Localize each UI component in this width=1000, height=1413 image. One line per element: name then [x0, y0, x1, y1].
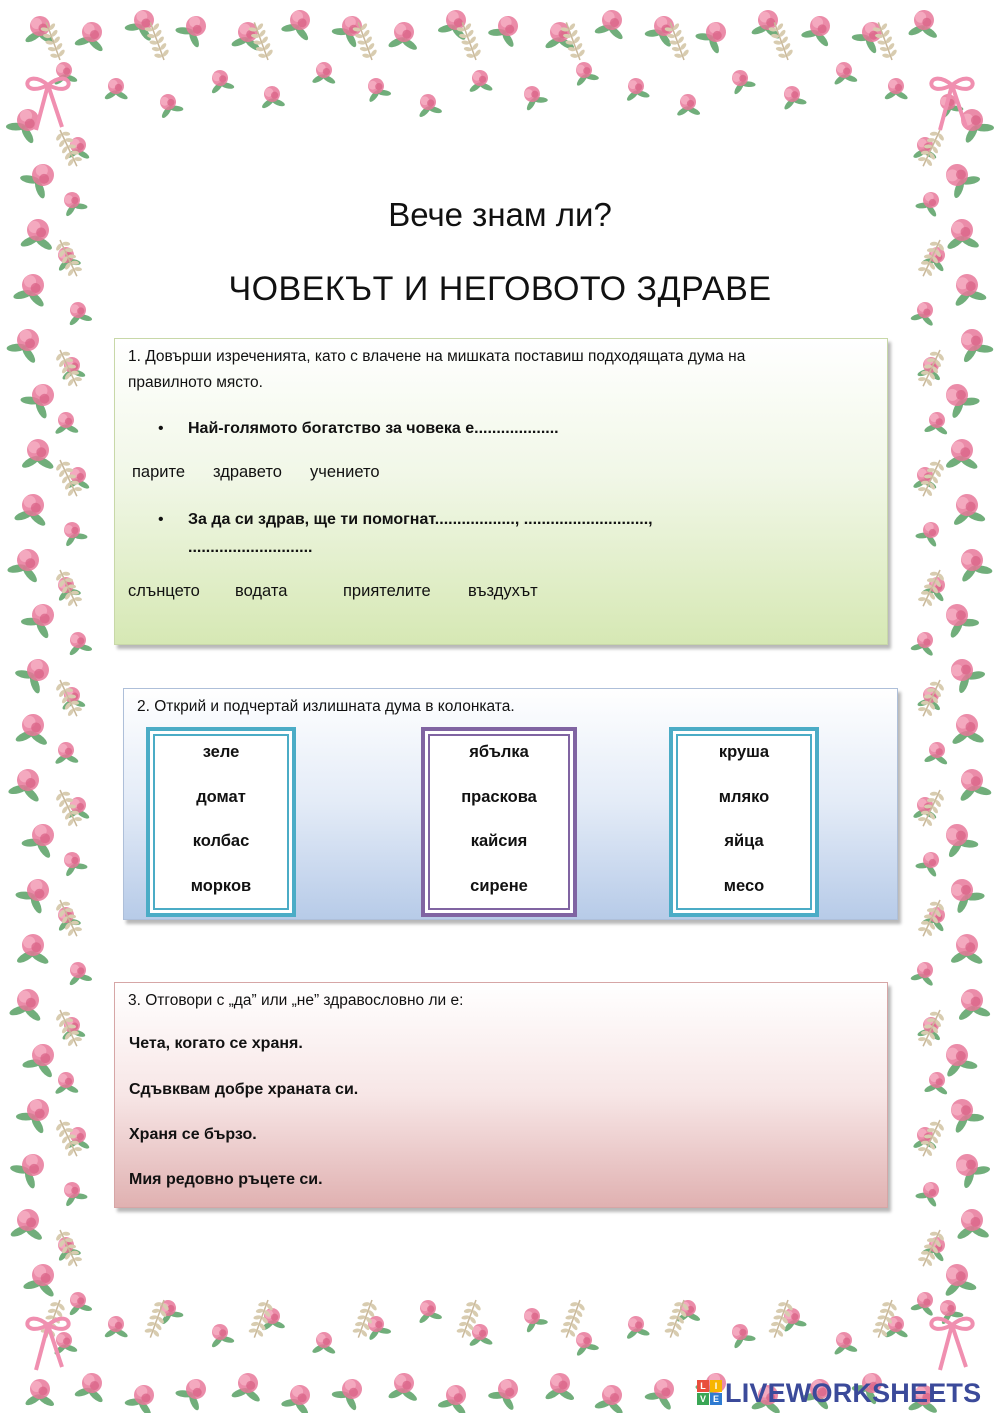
drag-word[interactable]: парите [132, 463, 186, 481]
flower-icon [517, 81, 550, 113]
flower-icon [12, 491, 52, 529]
flower-icon [923, 411, 950, 436]
flower-icon [435, 1381, 473, 1413]
flower-icon [944, 439, 979, 471]
column-word[interactable]: мляко [718, 788, 770, 806]
flower-icon [923, 741, 950, 766]
flower-icon [103, 78, 129, 102]
flower-icon [57, 1177, 90, 1209]
drag-word[interactable]: учението [310, 463, 380, 481]
page-title: Вече знам ли? [388, 196, 612, 233]
flower-icon [414, 91, 444, 120]
drag-word[interactable]: водата [235, 582, 288, 600]
flower-icon [52, 411, 79, 436]
ribbon-bow-icon [931, 1319, 972, 1370]
wheat-icon [915, 1006, 947, 1049]
flower-icon [952, 765, 994, 805]
task1-panel [114, 338, 888, 645]
column-word[interactable]: круша [718, 743, 770, 761]
flower-icon [941, 1092, 987, 1137]
flower-icon [936, 818, 981, 862]
flower-icon [725, 65, 758, 97]
flower-icon [278, 1380, 318, 1413]
flower-icon [311, 1332, 336, 1355]
logo-text: LIVEWORKSHEETS [725, 1377, 982, 1408]
flower-icon [11, 650, 58, 697]
flower-icon [569, 58, 601, 89]
flower-icon [485, 10, 527, 51]
column-word[interactable]: месо [723, 877, 765, 895]
flower-icon [205, 1321, 236, 1350]
flower-icon [907, 9, 941, 40]
flower-icon [909, 629, 939, 658]
drag-word[interactable]: здравето [213, 463, 282, 481]
drag-word[interactable]: приятелите [343, 582, 431, 600]
word-column-2 [421, 727, 577, 917]
flower-icon [57, 517, 90, 549]
flower-icon [72, 19, 109, 54]
flower-icon [12, 1092, 58, 1137]
flower-icon [544, 1373, 576, 1402]
flower-icon [103, 1316, 129, 1340]
flower-icon [830, 60, 859, 87]
question-item[interactable]: Сдъвквам добре храната си. [129, 1081, 359, 1098]
task1-sentence2-text: За да си здрав, ще ти помогнат.................., ............................, [188, 511, 653, 528]
flower-icon [229, 1371, 264, 1404]
column-word[interactable]: зеле [202, 743, 240, 761]
flower-icon [675, 93, 702, 118]
question-item[interactable]: Мия редовно ръцете си. [129, 1171, 323, 1188]
flower-icon [941, 651, 988, 698]
flower-icon [948, 491, 988, 529]
bullet-icon: • [158, 420, 164, 437]
flower-icon [949, 934, 984, 966]
flower-icon [11, 871, 58, 917]
flower-icon [17, 597, 63, 642]
flower-icon [936, 597, 982, 642]
flower-icon [64, 629, 94, 658]
wheat-icon [52, 566, 84, 609]
flower-icon [72, 1370, 109, 1405]
flower-icon [18, 818, 63, 862]
column-word[interactable]: яйца [724, 832, 764, 850]
drag-word[interactable]: слънцето [128, 582, 200, 600]
flower-icon [592, 1382, 629, 1413]
flower-icon [692, 14, 735, 56]
logo-badge-icon: L I V E [697, 1380, 723, 1406]
flower-icon [64, 1289, 94, 1318]
flower-icon [941, 871, 988, 917]
flower-icon [953, 986, 993, 1024]
flower-icon [258, 84, 286, 111]
flower-icon [948, 713, 985, 748]
bullet-icon: • [158, 511, 164, 528]
flower-icon [517, 1303, 550, 1335]
word-column-1 [146, 727, 296, 917]
flower-icon [592, 7, 629, 42]
flower-icon [777, 83, 808, 113]
flower-icon [205, 67, 236, 96]
task3-panel [114, 982, 888, 1208]
flower-icon [913, 517, 946, 549]
flower-icon [830, 1330, 859, 1357]
liveworksheets-logo[interactable] [697, 1376, 981, 1410]
column-word[interactable]: праскова [461, 788, 537, 806]
flower-icon [923, 1071, 950, 1096]
flower-icon [57, 847, 90, 879]
flower-icon [913, 1177, 946, 1209]
flower-icon [937, 1039, 981, 1081]
flower-icon [909, 959, 939, 988]
page-subtitle: ЧОВЕКЪТ И НЕГОВОТО ЗДРАВЕ [228, 270, 772, 308]
task1-sentence2 [158, 506, 653, 562]
flower-icon [311, 62, 336, 85]
flower-icon [172, 8, 215, 50]
flower-icon [20, 1260, 62, 1300]
flower-icon [278, 5, 318, 43]
wheat-icon [52, 1226, 84, 1269]
flower-icon [16, 376, 63, 422]
wheat-icon [52, 346, 84, 389]
column-word[interactable]: колбас [192, 832, 250, 850]
flower-icon [883, 78, 909, 102]
flower-icon [387, 21, 421, 52]
flower-icon [937, 1260, 979, 1300]
task3-instruction: 3. Отговори с „да” или „не” здравословно ли е: [128, 992, 464, 1009]
flower-icon [951, 323, 996, 367]
column-word[interactable]: ябълка [469, 743, 529, 761]
flower-icon [122, 1379, 163, 1413]
flower-icon [4, 544, 48, 586]
task1-sentence1-text: Най-голямото богатство за човека е................... [188, 420, 559, 437]
wheat-icon [915, 346, 947, 389]
flower-icon [952, 544, 996, 586]
flower-icon [953, 1208, 990, 1243]
wheat-icon [915, 676, 947, 719]
wheat-icon [52, 896, 84, 939]
flower-icon [50, 60, 79, 87]
task1-sentence1 [158, 415, 559, 443]
column-word[interactable]: сирене [470, 877, 528, 895]
flower-icon [9, 1208, 46, 1243]
flower-icon [172, 1371, 215, 1413]
flower-icon [153, 90, 186, 122]
flower-icon [328, 1372, 370, 1413]
drag-word[interactable]: въздухът [468, 582, 538, 600]
flower-icon [6, 1145, 53, 1192]
flower-icon [414, 1297, 444, 1326]
flower-icon [622, 1314, 652, 1342]
column-word[interactable]: кайсия [470, 832, 528, 850]
flower-icon [7, 986, 47, 1024]
flower-icon [14, 713, 51, 748]
flower-icon [52, 741, 79, 766]
task1-instruction: 1. Довърши изреченията, като с влачене на мишката поставиш подходящата дума на правилното място. [128, 348, 746, 391]
flower-icon [466, 69, 494, 95]
flower-icon [64, 959, 94, 988]
task1-sentence2-text-cont: ............................ [188, 539, 313, 556]
flower-icon [798, 11, 838, 49]
task2-instruction: 2. Открий и подчертай излишната дума в колонката. [137, 698, 515, 715]
wheat-icon [52, 676, 84, 719]
flower-icon [946, 1146, 993, 1193]
flower-icon [24, 1379, 56, 1408]
flower-icon [52, 1071, 79, 1096]
column-word[interactable]: домат [196, 788, 246, 806]
task2-panel [123, 688, 898, 920]
flower-icon [387, 1372, 421, 1403]
flower-icon [361, 74, 393, 105]
flower-icon [5, 765, 47, 805]
question-item[interactable]: Чета, когато се храня. [129, 1035, 303, 1052]
wheat-icon [52, 1006, 84, 1049]
column-word[interactable]: морков [190, 877, 252, 895]
flower-icon [725, 1319, 758, 1351]
flower-icon [15, 934, 50, 966]
flower-icon [20, 439, 55, 471]
flower-icon [24, 16, 56, 45]
flower-icon [642, 1373, 683, 1412]
word-column-3 [669, 727, 819, 917]
question-item[interactable]: Храня се бързо. [129, 1126, 257, 1143]
flower-icon [622, 76, 652, 104]
flower-icon [19, 1039, 63, 1081]
flower-icon [3, 323, 48, 367]
flower-icon [485, 1373, 527, 1413]
flower-icon [913, 847, 946, 879]
flower-icon [909, 1289, 939, 1318]
